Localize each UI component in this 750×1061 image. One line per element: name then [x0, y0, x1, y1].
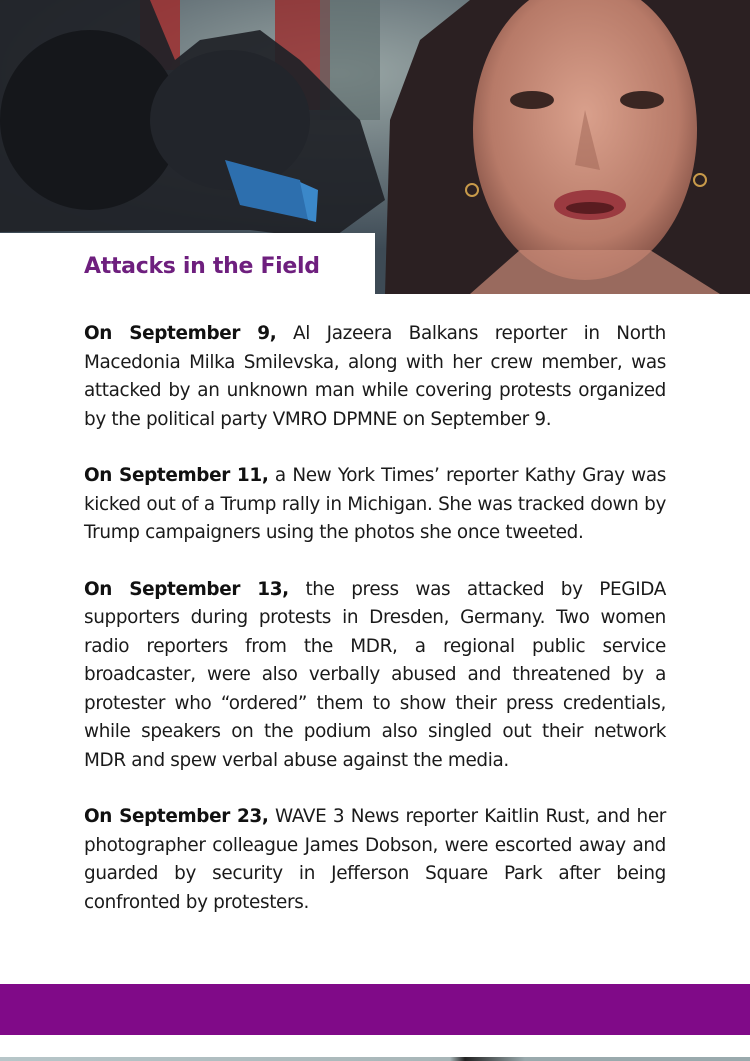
footer-accent-bar: [0, 984, 750, 1035]
bottom-photo-strip: [0, 1057, 750, 1061]
paragraph-text: WAVE 3 News reporter Kaitlin Rust, and her photographer colleague James Dobson, were escorted away and guarded by security in Jefferson Square Park after being confronted by protesters.: [84, 806, 667, 913]
paragraph-lead: On September 13,: [84, 578, 289, 600]
paragraph-text: the press was attacked by PEGIDA supporters during protests in Dresden, Germany. Two women radio reporters from the MDR, a regional public service broadcaster, were also verbally abused and threatened by a protester who “ordered” them to show their press credentials, while speakers on the podium also singled out their network MDR and spew verbal abuse against the media.: [84, 578, 666, 771]
paragraph-lead: On September 11,: [84, 465, 269, 486]
paragraph-lead: On September 23,: [84, 806, 269, 827]
paragraph-sept-11: [84, 462, 666, 548]
section-title: Attacks in the Field: [84, 254, 320, 279]
paragraph-text: a New York Times’ reporter Kathy Gray was kicked out of a Trump rally in Michigan. She was tracked down by Trump campaigners using the photos she once tweeted.: [84, 465, 666, 543]
paragraph-sept-23: [84, 803, 666, 917]
paragraph-sept-13: [84, 576, 666, 776]
paragraph-lead: On September 9,: [84, 323, 277, 344]
article-body: [84, 320, 666, 945]
paragraph-text: Al Jazeera Balkans reporter in North Macedonia Milka Smilevska, along with her crew member, was attacked by an unknown man while covering protests organized by the political party VMRO DPMNE on September 9.: [84, 323, 666, 430]
paragraph-sept-9: [84, 320, 666, 434]
